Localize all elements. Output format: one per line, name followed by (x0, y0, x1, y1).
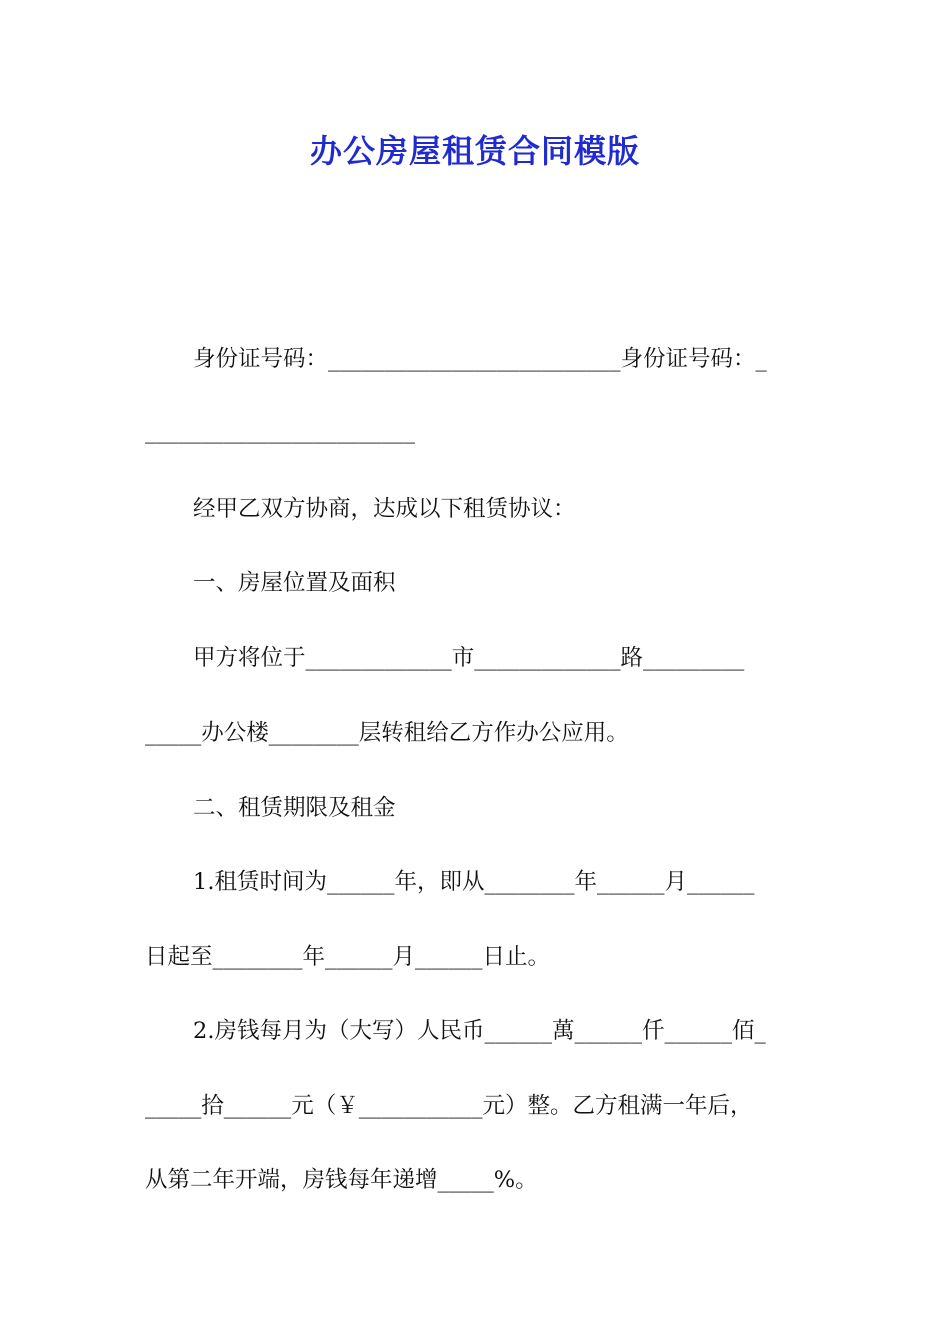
rent-increase-clause: 从第二年开端，房钱每年递增_____%。 (145, 1167, 538, 1193)
section-heading-location: 一、房屋位置及面积 (193, 570, 396, 596)
term-clause-continued: 日起至________年______月______日止。 (145, 944, 551, 970)
document-title: 办公房屋租赁合同模版 (309, 132, 640, 170)
section-heading-term-rent: 二、租赁期限及租金 (193, 795, 396, 821)
id-number-line-continued: ________________________ (145, 418, 415, 444)
id-number-line: 身份证号码：__________________________身份证号码：_ (193, 346, 767, 372)
location-clause-continued: _____办公楼________层转租给乙方作办公应用。 (145, 720, 629, 746)
rent-clause: 2.房钱每月为（大写）人民币______萬______仟______佰_ (193, 1018, 766, 1044)
rent-clause-continued: _____拾______元（￥___________元）整。乙方租满一年后， (145, 1093, 753, 1119)
agreement-intro: 经甲乙双方协商，达成以下租赁协议： (193, 496, 576, 522)
term-clause: 1.租赁时间为______年，即从________年______月______ (193, 869, 755, 895)
location-clause: 甲方将位于_____________市_____________路_________ (193, 645, 745, 671)
